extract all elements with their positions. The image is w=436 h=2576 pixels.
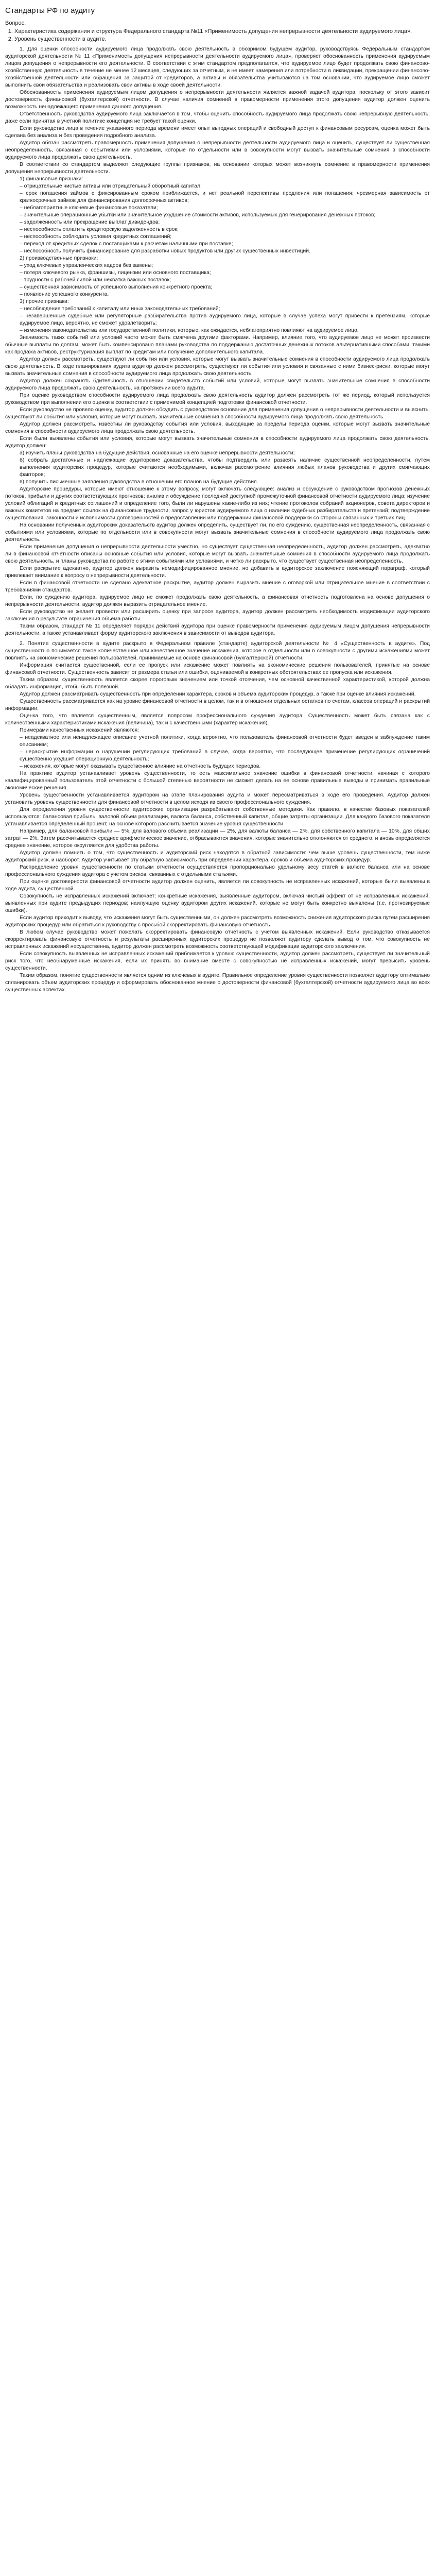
body-paragraph: Если совокупность выявленных не исправленных искажений приближается к уровню существенности, аудитор должен рассмотреть, существует ли значительный риск того, что необнаруженные искажения, если их принять во внимание вместе с совокупностью не исправленных искажений, могут превысить уровень существенности. — [5, 951, 430, 971]
body-paragraph: – неспособность соблюдать условия кредитных соглашений; — [20, 234, 172, 240]
body-paragraph: Оценка того, что является существенным, является вопросом профессионального суждения аудитора. Существенность может быть связана как с количественными характеристиками искажения (величина), так и с качественными (характер искажения). — [5, 713, 430, 726]
question-item: 2. Уровень существенности в аудите. — [14, 36, 430, 43]
body-paragraph: Таким образом, понятие существенности является одним из ключевых в аудите. Правильное определение уровня существенности позволяет аудитору оптимально спланировать объем аудиторских процедур и сформировать обоснованное мнение о достоверности финансовой (бухгалтерской) отчетности аудируемого лица во всех существенных аспектах. — [5, 973, 430, 993]
body-paragraph: 3) прочие признаки: — [20, 299, 69, 304]
body-paragraph: – изменения законодательства или государственной политики, которые, как ожидается, неблагоприятно повлияют на аудируемое лицо. — [20, 328, 359, 333]
questions-label: Вопрос: — [5, 20, 26, 26]
body-paragraph: Аудитор должен рассматривать существенность при определении характера, сроков и объема аудиторских процедур, а также при оценке влияния искажений. — [20, 691, 416, 697]
body-paragraph: Уровень существенности устанавливается аудитором на этапе планирования аудита и может пересматриваться в ходе его проведения. Аудитор должен установить уровень существенности для финансовой отчетности в целом исходя из своего профессионального суждения. — [5, 792, 430, 805]
body-paragraph: Если раскрытие адекватно, аудитор должен выразить немодифицированное мнение, но добавить в аудиторское заключение поясняющий параграф, который привлекает внимание к вопросу о непрерывности деятельности. — [5, 566, 430, 579]
document-body — [5, 46, 430, 994]
body-paragraph: Если аудитор приходит к выводу, что искажения могут быть существенными, он должен рассмотреть возможность снижения аудиторского риска путем расширения аудиторских процедур или обратиться к руководству с просьбой скорректировать финансовую отчетность. — [5, 915, 430, 928]
body-paragraph: Существенность рассматривается как на уровне финансовой отчетности в целом, так и в отношении отдельных остатков по счетам, классов операций и раскрытий информации. — [5, 699, 430, 711]
body-paragraph: – неблагоприятные ключевые финансовые показатели; — [20, 205, 158, 211]
body-paragraph: Если руководство не провело оценку, аудитор должен обсудить с руководством основание для применения допущения о непрерывности деятельности и выяснить, существуют ли события или условия, которые могут вызвать значительные сомнения в способности аудируемого лица продолжать свою деятельность. — [5, 407, 430, 420]
body-paragraph: – потеря ключевого рынка, франшизы, лицензии или основного поставщика; — [20, 270, 211, 276]
body-paragraph: На основании полученных аудиторских доказательств аудитор должен определить, существует ли, по его суждению, существенная неопределенность, связанная с событиями или условиями, которые по отдельности или в совокупности могут вызвать значительные сомнения в способности аудируемого лица продолжать свою деятельность. — [5, 522, 430, 543]
body-paragraph: – срок погашения займов с фиксированным сроком приближается, и нет реальной перспективы продления или погашения; чрезмерная зависимость от краткосрочных займов для финансирования долгосрочных активов; — [20, 191, 430, 204]
questions-list — [14, 28, 430, 43]
body-paragraph: Распределение уровня существенности по статьям отчетности осуществляется пропорционально удельному весу статей в валюте баланса или на основе профессионального суждения аудитора с учетом рисков, связанных с отдельными статьями. — [5, 865, 430, 877]
body-paragraph: – переход от кредитных сделок с поставщиками к расчетам наличными при поставке; — [20, 241, 233, 247]
body-paragraph: Если в финансовой отчетности не сделано адекватное раскрытие, аудитор должен выразить мнение с оговоркой или отрицательное мнение в соответствии с требованиями стандартов. — [5, 580, 430, 593]
body-paragraph: Таким образом, стандарт № 11 определяет порядок действий аудитора при оценке правомерности применения аудируемым лицом допущения непрерывности деятельности, а также устанавливает форму аудиторского заключения в зависимости от выводов аудитора. — [5, 623, 430, 636]
body-paragraph: Если руководство лица в течение указанного периода времени имеет опыт выгодных операций и свободный доступ к финансовым ресурсам, оценка может быть сделана без анализа и без проведения подробного анализа. — [5, 126, 430, 139]
body-paragraph: б) собрать достаточные и надлежащие аудиторские доказательства, чтобы подтвердить или развеять наличие существенной неопределенности, путем выполнения аудиторских процедур, которые считаются необходимыми, включая рассмотрение влияния любых планов руководства и других смягчающих факторов; — [20, 457, 430, 478]
body-paragraph: – уход ключевых управленческих кадров без замены; — [20, 263, 153, 268]
body-paragraph: Если, по суждению аудитора, аудируемое лицо не сможет продолжать свою деятельность, а финансовая отчетность подготовлена на основе допущения о непрерывности деятельности, аудитор должен выразить отрицательное мнение. — [5, 595, 430, 607]
body-paragraph: – несоблюдение требований к капиталу или иных законодательных требований; — [20, 306, 220, 312]
body-paragraph: – появление успешного конкурента. — [20, 292, 109, 297]
body-paragraph: в) получить письменные заявления руководства в отношении его планов на будущие действия. — [20, 479, 258, 485]
body-paragraph: Аудитор должен помнить о том, что существенность и аудиторский риск находятся в обратной зависимости: чем выше уровень существенности, тем ниже аудиторский риск, и наоборот. Аудитор учитывает эту обратную зависимость при определении характера, сроков и объема аудиторских процедур. — [5, 850, 430, 863]
body-paragraph: 1. Для оценки способности аудируемого лица продолжать свою деятельность в обозримом будущем аудитор, руководствуясь Федеральным стандартом аудиторской деятельности № 11 «Применимость допущения непрерывности деятельности аудируемого лица», проверяет обоснованность применения аудируемым лицом допущения о непрерывности его деятельности. В соответствии с этим стандартом предполагается, что аудируемое лицо будет продолжать свою финансово-хозяйственную деятельность в течение не менее 12 месяцев, следующих за отчетным, и не имеет намерения или потребности в ликвидации, прекращении финансово-хозяйственной деятельности или обращения за защитой от кредиторов, а активы и обязательства учитываются на том основании, что аудируемое лицо сможет выполнить свои обязательства и реализовать свои активы в ходе своей деятельности. — [5, 46, 430, 88]
body-paragraph: – отрицательные чистые активы или отрицательный оборотный капитал; — [20, 183, 202, 189]
body-paragraph: Аудитор обязан рассмотреть правомерность применения допущения о непрерывности деятельности аудируемого лица и оценить, существует ли существенная неопределенность, связанная с событиями или условиями, которые по отдельности или в совокупности могут вызвать значительные сомнения в способности аудируемого лица продолжать свою деятельность. — [5, 140, 430, 160]
body-paragraph: Например, для балансовой прибыли — 5%, для валового объема реализации — 2%, для валюты баланса — 2%, для собственного капитала — 10%, для общих затрат — 2%. Затем рассчитывается среднее арифметическое значение, отбрасываются значения, которые значительно отклоняются от среднего, и вновь определяется среднее значение, которое округляется для удобства работы. — [5, 828, 430, 849]
document-title: Стандарты РФ по аудиту — [5, 6, 95, 15]
body-paragraph: – значительные операционные убытки или значительное ухудшение стоимости активов, используемых для генерирования денежных потоков; — [20, 212, 376, 218]
body-paragraph: На практике аудитор устанавливает уровень существенности, то есть максимальное значение ошибки в финансовой отчетности, начиная с которого квалифицированный пользователь этой отчетности с большой степенью вероятности не сможет делать на ее основе правильные выводы и принимать правильные экономические решения. — [5, 771, 430, 791]
body-paragraph: – существенная зависимость от успешного выполнения конкретного проекта; — [20, 284, 213, 290]
body-paragraph: – трудности с рабочей силой или нехватка важных поставок; — [20, 277, 171, 283]
body-paragraph: Аудиторские процедуры, которые имеют отношение к этому вопросу, могут включать следующее: анализ и обсуждение с руководством прогнозов денежных потоков, прибыли и других соответствующих прогнозов; анализ и обсуждение последней доступной промежуточной финансовой отчетности аудируемого лица; изучение условий облигаций и кредитных соглашений и определение того, были ли нарушены какие-либо из них; чтение протоколов собраний акционеров, совета директоров и важных комитетов на предмет ссылок на финансовые трудности; запрос у юристов аудируемого лица о наличии судебных разбирательств и претензий; подтверждение существования, законности и исполнимости договоренностей о предоставлении или поддержании финансовой поддержки со стороны связанных и третьих лиц. — [5, 486, 430, 521]
body-paragraph: – неспособность оплатить кредиторскую задолженность в срок; — [20, 227, 179, 232]
body-paragraph: Аудитор должен рассмотреть, известны ли руководству события или условия, выходящие за пределы периода оценки, которые могут вызвать значительные сомнения в способности аудируемого лица продолжать свою деятельность. — [5, 421, 430, 434]
body-paragraph: Примерами качественных искажений являются: — [20, 727, 139, 733]
body-paragraph: Аудитор должен рассмотреть, существуют ли события или условия, которые могут вызвать значительные сомнения в способности аудируемого лица продолжать свою деятельность. В ходе планирования аудита аудитор должен рассмотреть, существуют ли события или условия и связанные с ними бизнес-риски, которые могут вызвать значительные сомнения в способности аудируемого лица продолжать свою деятельность. — [5, 357, 430, 377]
body-paragraph: – искажения, которые могут оказывать существенное влияние на отчетность будущих периодов. — [20, 764, 261, 769]
body-paragraph: – неадекватное или ненадлежащее описание учетной политики, когда вероятно, что пользователь финансовой отчетности будет введен в заблуждение таким описанием; — [20, 735, 430, 748]
body-paragraph: 1) финансовые признаки: — [20, 176, 83, 182]
body-paragraph: Если были выявлены события или условия, которые могут вызвать значительные сомнения в способности аудируемого лица продолжать свою деятельность, аудитор должен: — [5, 436, 430, 449]
body-paragraph: Таким образом, существенность является скорее пороговым значением или точкой отсечения, чем основной качественной характеристикой, которой должна обладать информация, чтобы быть полезной. — [5, 677, 430, 690]
body-paragraph: Значимость таких событий или условий часто может быть смягчена другими факторами. Например, влияние того, что аудируемое лицо не может произвести обычные выплаты по долгам, может быть компенсировано планами руководства по поддержанию достаточных денежных потоков альтернативными способами, такими как продажа активов, реструктуризация выплат по кредитам или получение дополнительного капитала. — [5, 335, 430, 355]
body-paragraph: При оценке руководством способности аудируемого лица продолжать свою деятельность аудитор должен рассмотреть тот же период, который используется руководством при выполнении его оценки в соответствии с применимой концепцией подготовки финансовой отчетности. — [5, 393, 430, 405]
body-paragraph: Ответственность руководства аудируемого лица заключается в том, чтобы оценить способность аудируемого лица продолжать свою непрерывную деятельность, даже если принятая в учетной политике концепция не требует такой оценки. — [5, 111, 430, 124]
body-paragraph: Совокупность не исправленных искажений включает: конкретные искажения, выявленные аудитором, включая чистый эффект от не исправленных искажений, выявленных при аудите предыдущих периодов; наилучшую оценку аудитором других искажений, которые не могут быть конкретно выявлены (т.е. прогнозируемые ошибки). — [5, 893, 430, 913]
body-paragraph: Информация считается существенной, если ее пропуск или искажение может повлиять на экономические решения пользователей, принятые на основе финансовой отчетности. Существенность зависит от размера статьи или ошибки, оцениваемой в конкретных обстоятельствах ее пропуска или искажения. — [5, 663, 430, 675]
body-paragraph: В любом случае руководство может пожелать скорректировать финансовую отчетность с учетом выявленных искажений. Если руководство отказывается скорректировать финансовую отчетность и результаты расширенных аудиторских процедур не позволяют аудитору сделать вывод о том, что совокупность не исправленных искажений несущественна, аудитор должен рассмотреть возможность соответствующей модификации аудиторского заключения. — [5, 929, 430, 950]
body-paragraph: Аудитор должен сохранять бдительность в отношении свидетельств событий или условий, которые могут вызвать значительные сомнения в способности аудируемого лица продолжать свою деятельность, на протяжении всего аудита. — [5, 378, 430, 391]
body-paragraph: Если применение допущения о непрерывности деятельности уместно, но существует существенная неопределенность, аудитор должен рассмотреть, адекватно ли в финансовой отчетности описаны основные события или условия, которые могут вызвать значительные сомнения в способности аудируемого лица продолжать свою деятельность, и планы руководства по работе с этими событиями или условиями, и четко ли раскрыто, что существует существенная неопределенность. — [5, 544, 430, 564]
body-paragraph: При оценке достоверности финансовой отчетности аудитор должен оценить, является ли совокупность не исправленных искажений, которые были выявлены в ходе аудита, существенной. — [5, 879, 430, 892]
body-paragraph: – задолженность или прекращение выплат дивидендов; — [20, 219, 160, 225]
body-paragraph: – нераскрытие информации о нарушении регулирующих требований в случае, когда вероятно, что последующее применение регулирующих ограничений существенно ухудшит операционную деятельность; — [20, 749, 430, 762]
body-paragraph: – незавершенные судебные или регуляторные разбирательства против аудируемого лица, которые в случае успеха могут привести к претензиям, которые аудируемое лицо, вероятно, не сможет удовлетворить; — [20, 313, 430, 326]
body-paragraph: Если руководство не желает провести или расширить оценку при запросе аудитора, аудитор должен рассмотреть необходимость модификации аудиторского заключения в результате ограничения объема работы. — [5, 609, 430, 622]
question-item: 1. Характеристика содержания и структура Федерального стандарта №11 «Применимость допущения непрерывности деятельности аудируемого лица». — [14, 28, 430, 35]
body-paragraph: Обоснованность применения аудируемым лицом допущения о непрерывности деятельности является важной задачей аудитора, поскольку от этого зависит достоверность финансовой (бухгалтерской) отчетности. В случае наличия сомнений в правомерности применения этого допущения аудитор должен оценить возможность ненадлежащего применения данного допущения. — [5, 90, 430, 110]
body-paragraph: – неспособность получить финансирование для разработки новых продуктов или других существенных инвестиций. — [20, 248, 310, 254]
body-paragraph: 2. Понятие существенности в аудите раскрыто в Федеральном правиле (стандарте) аудиторской деятельности № 4 «Существенность в аудите». Под существенностью понимается такое количественное или качественное значение искажения, которое в отдельности или в совокупности с другими искажениями может повлиять на экономические решения пользователей, принимаемые на основе финансовой (бухгалтерской) отчетности. — [5, 641, 430, 661]
body-paragraph: В соответствии со стандартом выделяют следующие группы признаков, на основании которых может возникнуть сомнение в правомерности применения допущения непрерывности деятельности. — [5, 162, 430, 175]
body-paragraph: Для определения уровня существенности аудиторские организации разрабатывают собственные методики. Как правило, в качестве базовых показателей используются: балансовая прибыль, валовой объем реализации, валюта баланса, собственный капитал, общие затраты организации. Для каждого базового показателя устанавливается определенный процент, на основе которого рассчитывается значение уровня существенности. — [5, 807, 430, 827]
body-paragraph: а) изучить планы руководства на будущие действия, основанные на его оценке непрерывности деятельности; — [20, 450, 295, 456]
body-paragraph: 2) производственные признаки: — [20, 256, 98, 261]
